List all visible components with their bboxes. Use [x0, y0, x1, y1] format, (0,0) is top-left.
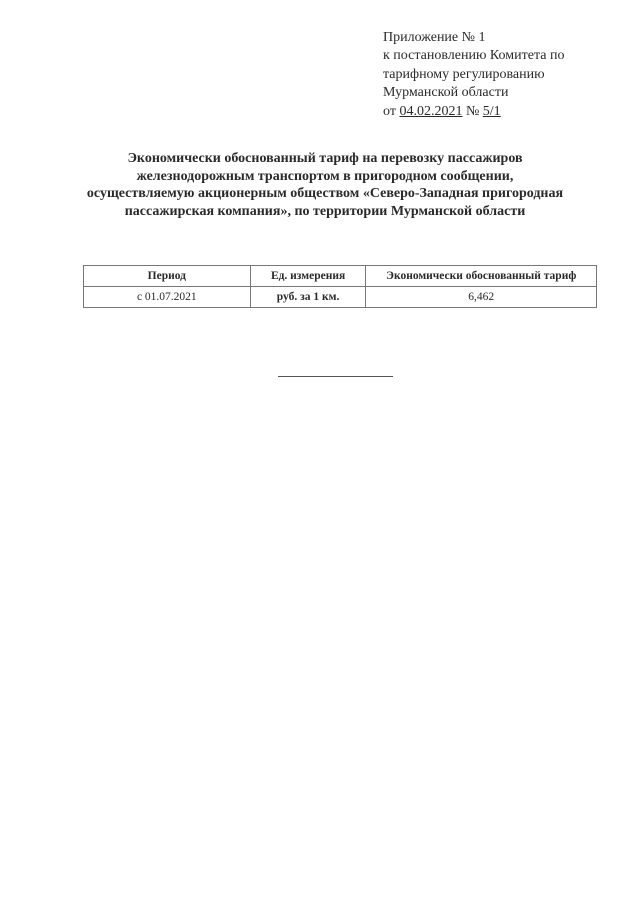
tariff-table: [83, 265, 597, 308]
title-line: Экономически обоснованный тариф на перевозку пассажиров: [127, 151, 523, 166]
resolution-number: 5/1: [482, 103, 501, 119]
appendix-line: Мурманской области: [383, 85, 509, 101]
date-prefix: от: [383, 103, 400, 119]
cell-period: с 01.07.2021: [84, 287, 251, 308]
cell-unit: руб. за 1 км.: [250, 287, 366, 308]
appendix-line: к постановлению Комитета по: [383, 48, 565, 64]
cell-tariff: 6,462: [366, 287, 597, 308]
appendix-date-line: [383, 103, 564, 121]
separator-line: [278, 376, 393, 377]
number-prefix: №: [462, 103, 483, 119]
title-line: железнодорожным транспортом в пригородном сообщении,: [136, 168, 514, 184]
header-unit: Ед. измерения: [250, 266, 366, 287]
title-line: пассажирская компания», по территории Мурманской области: [124, 203, 526, 219]
table-row: [84, 287, 597, 308]
header-tariff: Экономически обоснованный тариф: [366, 266, 597, 287]
document-title: [40, 150, 610, 220]
title-line: осуществляемую акционерным обществом «Северо-Западная пригородная: [86, 186, 564, 201]
appendix-line: Приложение № 1: [383, 30, 486, 45]
resolution-date: 04.02.2021: [399, 103, 463, 119]
appendix-header: [383, 29, 564, 121]
header-period: Период: [84, 266, 251, 287]
appendix-line: тарифному регулированию: [383, 66, 545, 82]
table-header-row: [84, 266, 597, 287]
